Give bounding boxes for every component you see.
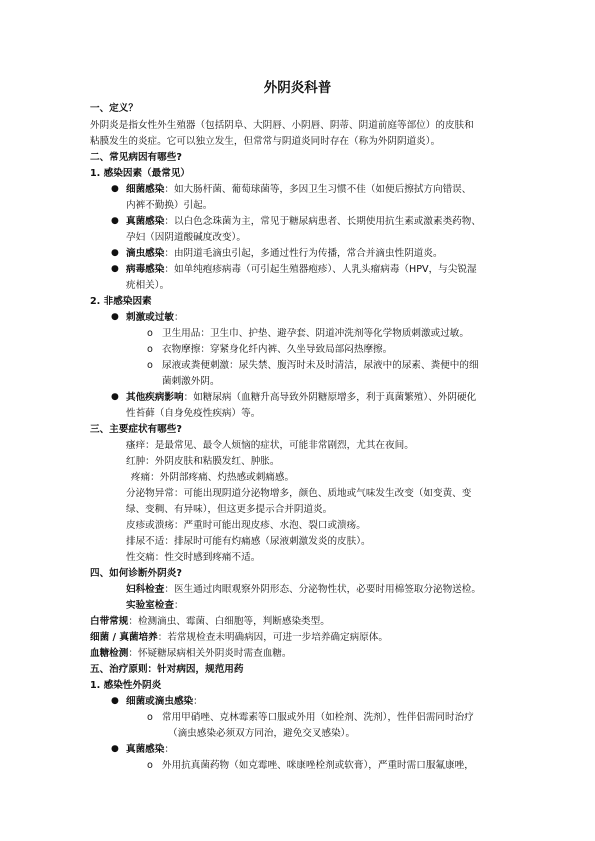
item-label: 其他疾病影响 bbox=[126, 392, 184, 403]
item-text: ：如糖尿病（血糖升高导致外阴糖原增多，利于真菌繁殖）、外阴硬化 bbox=[183, 392, 477, 403]
paragraph-line: 外阴炎是指女性外生殖器（包括阴阜、大阴唇、小阴唇、阴蒂、阴道前庭等部位）的皮肤和 bbox=[90, 120, 474, 131]
bullet-dot: ● bbox=[111, 264, 119, 274]
item-label: 病毒感染 bbox=[126, 264, 165, 275]
subheading-infection: 1. 感染因素（最常见） bbox=[90, 168, 191, 179]
item-text: ：怀疑糖尿病相关外阴炎时需查血糖。 bbox=[128, 648, 292, 659]
list-item-continuation: 内裤不勤换）引起。 bbox=[126, 200, 213, 211]
bullet-dot: ● bbox=[111, 248, 119, 258]
symptom-line: 红肿：外阴皮肤和粘膜发红、肿胀。 bbox=[126, 456, 280, 467]
item-text: ：检测滴虫、霉菌、白细胞等，判断感染类型。 bbox=[128, 616, 330, 627]
paragraph-line: 粘膜发生的炎症。它可以独立发生，但常常与阴道炎同时存在（称为外阴阴道炎）。 bbox=[90, 136, 441, 147]
bullet-dot: ● bbox=[111, 184, 119, 194]
item-label: 妇科检查 bbox=[126, 584, 165, 595]
list-item-irritation bbox=[126, 311, 184, 325]
sub-list-item: 卫生用品：卫生巾、护垫、避孕套、阴道冲洗剂等化学物质刺激或过敏。 bbox=[162, 328, 469, 339]
item-label: 细菌 / 真菌培养 bbox=[90, 632, 158, 643]
symptom-line: 皮疹或溃疡：严重时可能出现皮疹、水泡、裂口或溃疡。 bbox=[126, 520, 366, 531]
list-item-other-disease bbox=[126, 391, 476, 405]
list-item-bacteria bbox=[126, 183, 471, 197]
item-label: 白带常规 bbox=[90, 616, 129, 627]
symptom-line-continuation: 绿、变稠、有异味），但这更多提示合并阴道炎。 bbox=[126, 504, 333, 515]
bullet-dot: ● bbox=[111, 312, 119, 322]
list-item-fungal bbox=[126, 743, 174, 757]
item-text: ： bbox=[173, 312, 184, 323]
sub-bullet-marker: o bbox=[147, 712, 153, 723]
symptom-line: 性交痛：性交时感到疼痛不适。 bbox=[126, 552, 261, 563]
symptom-line: 分泌物异常：可能出现阴道分泌物增多，颜色、质地或气味发生改变（如变黄、变 bbox=[126, 488, 472, 499]
symptom-line: 瘙痒：是最常见、最令人烦恼的症状，可能非常剧烈，尤其在夜间。 bbox=[126, 440, 414, 451]
sub-bullet-marker: o bbox=[147, 760, 153, 771]
item-label: 刺激或过敏 bbox=[126, 312, 174, 323]
list-item-continuation: 孕妇（因阴道酸碱度改变）。 bbox=[126, 232, 246, 243]
list-item-continuation: 性苔藓（自身免疫性疾病）等。 bbox=[126, 408, 261, 419]
bullet-dot: ● bbox=[111, 216, 119, 226]
item-text: ： bbox=[173, 600, 184, 611]
item-text: ：医生通过肉眼观察外阴形态、分泌物性状，必要时用棉签取分泌物送检。 bbox=[164, 584, 481, 595]
diagnosis-leukorrhea bbox=[90, 615, 330, 629]
list-item-trichomonas bbox=[126, 247, 443, 261]
sub-bullet-marker: o bbox=[147, 344, 153, 355]
item-label: 血糖检测 bbox=[90, 648, 129, 659]
symptom-line: 疼痛：外阴部疼痛、灼热感或刺痛感。 bbox=[131, 472, 295, 483]
item-text: ：以白色念珠菌为主，常见于糖尿病患者、长期使用抗生素或激素类药物、 bbox=[164, 216, 481, 227]
list-item-fungi bbox=[126, 215, 481, 229]
section-heading-causes: 二、常见病因有哪些? bbox=[90, 152, 182, 163]
bullet-dot: ● bbox=[111, 696, 119, 706]
list-item-bacteria-trichomonas bbox=[126, 695, 203, 709]
bullet-dot: ● bbox=[111, 744, 119, 754]
section-heading-symptoms: 三、主要症状有哪些? bbox=[90, 424, 182, 435]
bullet-dot: ● bbox=[111, 392, 119, 402]
diagnosis-glucose bbox=[90, 647, 291, 661]
sub-list-item-continuation: （滴虫感染必须双方同治，避免交叉感染）。 bbox=[168, 728, 356, 739]
list-item-continuation: 疣相关）。 bbox=[126, 280, 170, 291]
item-label: 滴虫感染 bbox=[126, 248, 165, 259]
section-heading-treatment: 五、治疗原则：针对病因，规范用药 bbox=[90, 664, 244, 675]
item-label: 真菌感染 bbox=[126, 216, 165, 227]
item-text: ：若常规检查未明确病因，可进一步培养确定病原体。 bbox=[157, 632, 388, 643]
item-text: ： bbox=[164, 744, 174, 755]
page-title: 外阴炎科普 bbox=[263, 80, 332, 96]
symptom-line: 排尿不适：排尿时可能有灼痛感（尿液刺激发炎的皮肤）。 bbox=[126, 536, 371, 547]
diagnosis-culture bbox=[90, 631, 388, 645]
list-item-virus bbox=[126, 263, 477, 277]
sub-list-item: 尿液或粪便刺激：尿失禁、腹泻时未及时清洁，尿液中的尿素、粪便中的细 bbox=[162, 360, 479, 371]
diagnosis-gyn-exam bbox=[126, 583, 481, 597]
item-label: 实验室检查 bbox=[126, 600, 174, 611]
item-text: ： bbox=[193, 696, 203, 707]
sub-bullet-marker: o bbox=[147, 360, 153, 371]
sub-list-item: 外用抗真菌药物（如克霉唑、咪康唑栓剂或软膏），严重时需口服氟康唑， bbox=[162, 760, 474, 771]
subheading-infectious-vulvitis: 1. 感染性外阴炎 bbox=[90, 680, 162, 691]
item-label: 细菌或滴虫感染 bbox=[126, 696, 194, 707]
sub-list-item-continuation: 菌刺激外阴。 bbox=[162, 376, 220, 387]
sub-list-item: 常用甲硝唑、克林霉素等口服或外用（如栓剂、洗剂），性伴侣需同时治疗 bbox=[162, 712, 474, 723]
sub-bullet-marker: o bbox=[147, 328, 153, 339]
diagnosis-lab-exam bbox=[126, 599, 184, 613]
subheading-non-infection: 2. 非感染因素 bbox=[90, 296, 152, 307]
item-label: 细菌感染 bbox=[126, 184, 165, 195]
item-label: 真菌感染 bbox=[126, 744, 165, 755]
item-text: ：由阴道毛滴虫引起，多通过性行为传播，常合并滴虫性阴道炎。 bbox=[164, 248, 443, 259]
item-text: ：如单纯疱疹病毒（可引起生殖器疱疹）、人乳头瘤病毒（HPV，与尖锐湿 bbox=[164, 264, 477, 275]
item-text: ：如大肠杆菌、葡萄球菌等，多因卫生习惯不佳（如便后擦拭方向错误、 bbox=[164, 184, 472, 195]
sub-list-item: 衣物摩擦：穿紧身化纤内裤、久坐导致局部闷热摩擦。 bbox=[162, 344, 393, 355]
section-heading-diagnosis: 四、如何诊断外阴炎? bbox=[90, 568, 182, 579]
section-heading-definition: 一、定义？ bbox=[90, 103, 138, 114]
